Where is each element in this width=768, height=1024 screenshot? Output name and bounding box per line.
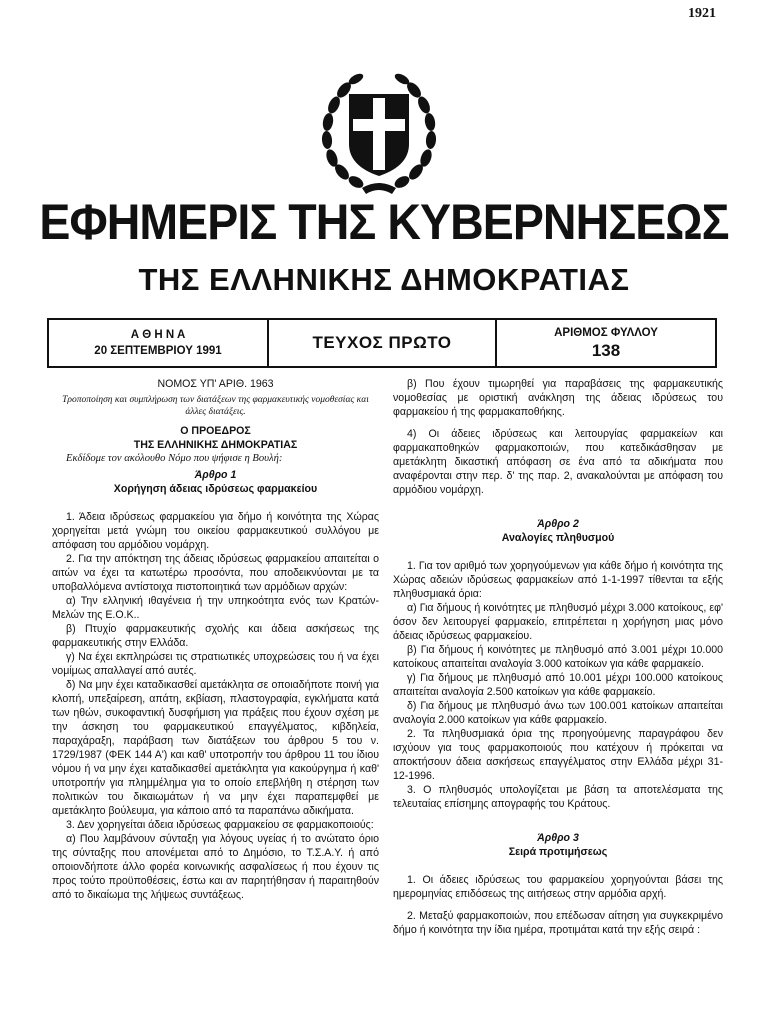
article-1-number: Άρθρο 1 xyxy=(194,469,237,481)
article-paragraph: β) Που έχουν τιμωρηθεί για παραβάσεις της φαρμακευτικής νομοθεσίας με οριστική ανάκληση της άδειας ιδρύσεως του φαρμακείου ή της φαρμακαποθήκης. xyxy=(393,378,723,418)
article-paragraph: 2. Μεταξύ φαρμακοποιών, που επέδωσαν αίτηση για συγκεκριμένο δήμο ή κοινότητα την ίδια ημέρα, προτιμάται κατά την εξής σειρά : xyxy=(393,910,723,936)
article-paragraph: 1. Οι άδειες ιδρύσεως του φαρμακείου χορηγούνται βάσει της ημερομηνίας επιδόσεως της αιτήσεως στην αρμόδια αρχή. xyxy=(393,874,723,900)
law-description: Τροποποίηση και συμπλήρωση των διατάξεων της φαρμακευτικής νομοθεσίας και άλλες διατάξεις. xyxy=(62,395,369,417)
article-paragraph: 3. Δεν χορηγείται άδεια ιδρύσεως φαρμακείου σε φαρμακοποιούς: xyxy=(66,819,374,831)
issue-volume: ΤΕΥΧΟΣ ΠΡΩΤΟ xyxy=(312,333,452,352)
left-column xyxy=(52,377,379,902)
president-heading-line1: Ο ΠΡΟΕΔΡΟΣ xyxy=(180,425,251,437)
law-title: ΝΟΜΟΣ ΥΠ' ΑΡΙΘ. 1963 xyxy=(157,378,274,390)
greek-coat-of-arms-icon xyxy=(318,66,440,196)
article-paragraph: δ) Να μην έχει καταδικασθεί αμετάκλητα σε οποιαδήποτε ποινή για κλοπή, υπεξαίρεση, απάτη, εκβίαση, πλαστογραφία, εγκλήματα κατά των ηθών, συκοφαντική δυσφήμιση για πράξεις που έχουν σχέση με την άσκηση του φαρμακευτικού επαγγέλματος, κιβδηλεία, παραχάραξη, παράβαση των διατάξεων του άρθρου 5 του ν. 1729/1987 (ΦΕΚ 144 Α') και καθ' υποτροπήν του άρθρου 11 του ίδιου νόμου ή να μην έχει καταδικασθεί αμετάκλητα για κακούργημα ή καθ' υποτροπήν για πλημμέλημα για το οποίο επεβλήθη η στέρηση των πολιτικών του δικαιωμάτων ή να μην έχει παραπεμφθεί με αμετάκλητο βούλευμα, για κάποιο από τα παραπάνω αδικήματα. xyxy=(52,679,379,817)
article-3-number: Άρθρο 3 xyxy=(537,832,579,844)
article-paragraph: α) Που λαμβάνουν σύνταξη για λόγους υγείας ή το ανώτατο όριο της σύνταξης που απονέμεται από το Δημόσιο, το Τ.Σ.Α.Υ. ή από οποιονδήποτε άλλο φορέα κοινωνικής ασφαλίσεως ή που έχουν τις προς τούτο προϋποθέσεις, έστω και αν παρητήθησαν ή παραιτηθούν από το δικαίωμα της λήψεως συντάξεως. xyxy=(52,833,379,901)
article-1-title: Χορήγηση άδειας ιδρύσεως φαρμακείου xyxy=(113,483,318,495)
issue-place-date xyxy=(49,320,269,366)
article-paragraph: α) Την ελληνική ιθαγένεια ή την υπηκοότητα ενός των Κρατών-Μελών της Ε.Ο.Κ.. xyxy=(52,595,379,621)
right-column xyxy=(393,377,723,937)
page-number: 1921 xyxy=(688,6,716,21)
article-paragraph: β) Για δήμους ή κοινότητες με πληθυσμό από 3.001 μέχρι 10.000 κατοίκους απαιτείται αναλογία 3.000 κατοίκων για κάθε φαρμακείο. xyxy=(393,644,723,670)
article-2-number: Άρθρο 2 xyxy=(537,518,579,530)
sheet-number: 138 xyxy=(591,341,621,360)
issue-header-box xyxy=(47,318,717,368)
article-paragraph: 1. Άδεια ιδρύσεως φαρμακείου για δήμο ή κοινότητα της Χώρας χορηγείται μετά γνώμη του οικείου φαρμακευτικού συλλόγου με απόφαση του αρμόδιου νομάρχη. xyxy=(52,511,379,551)
article-3-title: Σειρά προτιμήσεως xyxy=(508,846,608,858)
article-paragraph: 4) Οι άδειες ιδρύσεως και λειτουργίας φαρμακείων και φαρμακαποθηκών φαρμακοποιών, που κατεδικάσθησαν με αμετάκλητη δικαστική απόφαση σε ένα από τα αδικήματα που αναφέρονται στην περ. δ' της παρ. 2, ανακαλούνται με απόφαση του αρμόδιου νομάρχη. xyxy=(393,428,723,496)
issue-date: 20 ΣΕΠΤΕΜΒΡΙΟΥ 1991 xyxy=(94,345,222,357)
article-paragraph: 1. Για τον αριθμό των χορηγούμενων για κάθε δήμο ή κοινότητα της Χώρας αδειών ιδρύσεως φαρμακείων από 1-1-1997 τίθενται τα εξής πληθυσμιακά όρια: xyxy=(393,560,723,600)
masthead-title: ΕΦΗΜΕΡΙΣ ΤΗΣ ΚΥΒΕΡΝΗΣΕΩΣ xyxy=(39,194,729,250)
preamble: Εκδίδομε τον ακόλουθο Νόμο που ψήφισε η Βουλή: xyxy=(66,453,283,464)
article-paragraph: 2. Για την απόκτηση της άδειας ιδρύσεως φαρμακείου απαιτείται ο αιτών να έχει τα κατωτέρω προσόντα, που αποδεικνύονται με τα υποβαλλόμενα αντίστοιχα πιστοποιητικά των αρμόδιων αρχών: xyxy=(52,553,379,593)
article-paragraph: 3. Ο πληθυσμός υπολογίζεται με βάση τα αποτελέσματα της τελευταίας επίσημης απογραφής του Κράτους. xyxy=(393,784,723,810)
president-heading-line2: ΤΗΣ ΕΛΛΗΝΙΚΗΣ ΔΗΜΟΚΡΑΤΙΑΣ xyxy=(133,439,298,451)
article-paragraph: α) Για δήμους ή κοινότητες με πληθυσμό μέχρι 3.000 κατοίκους, εφ' όσον δεν λειτουργεί φαρμακείο, επιτρέπεται η χορήγηση μιας μόνο άδειας ιδρύσεως φαρμακείου. xyxy=(393,602,723,642)
article-paragraph: δ) Για δήμους με πληθυσμό άνω των 100.001 κατοίκων απαιτείται αναλογία 2.000 κατοίκων για κάθε φαρμακείο. xyxy=(393,700,723,726)
article-paragraph: β) Πτυχίο φαρμακευτικής σχολής και άδεια ασκήσεως της φαρμακευτικής στην Ελλάδα. xyxy=(52,623,379,649)
article-paragraph: 2. Τα πληθυσμιακά όρια της προηγούμενης παραγράφου δεν ισχύουν για τους φαρμακοποιούς που κατέχουν ή πρόκειται να αποκτήσουν άδεια ασκήσεως επαγγέλματος στην Ελλάδα μέχρι 31-12-1996. xyxy=(393,728,723,782)
sheet-number-label: ΑΡΙΘΜΟΣ ΦΥΛΛΟΥ xyxy=(554,327,658,339)
issue-city: Α Θ Η Ν Α xyxy=(130,329,186,341)
issue-sheet xyxy=(495,320,715,366)
masthead-subtitle: ΤΗΣ ΕΛΛΗΝΙΚΗΣ ΔΗΜΟΚΡΑΤΙΑΣ xyxy=(138,262,630,297)
article-paragraph: γ) Να έχει εκπληρώσει τις στρατιωτικές υποχρεώσεις του ή να έχει νομίμως απαλλαγεί από αυτές. xyxy=(52,651,379,677)
article-2-title: Αναλογίες πληθυσμού xyxy=(501,532,615,544)
article-paragraph: γ) Για δήμους με πληθυσμό από 10.001 μέχρι 100.000 κατοίκους απαιτείται αναλογία 2.500 κατοίκων για κάθε φαρμακείο. xyxy=(393,672,723,698)
